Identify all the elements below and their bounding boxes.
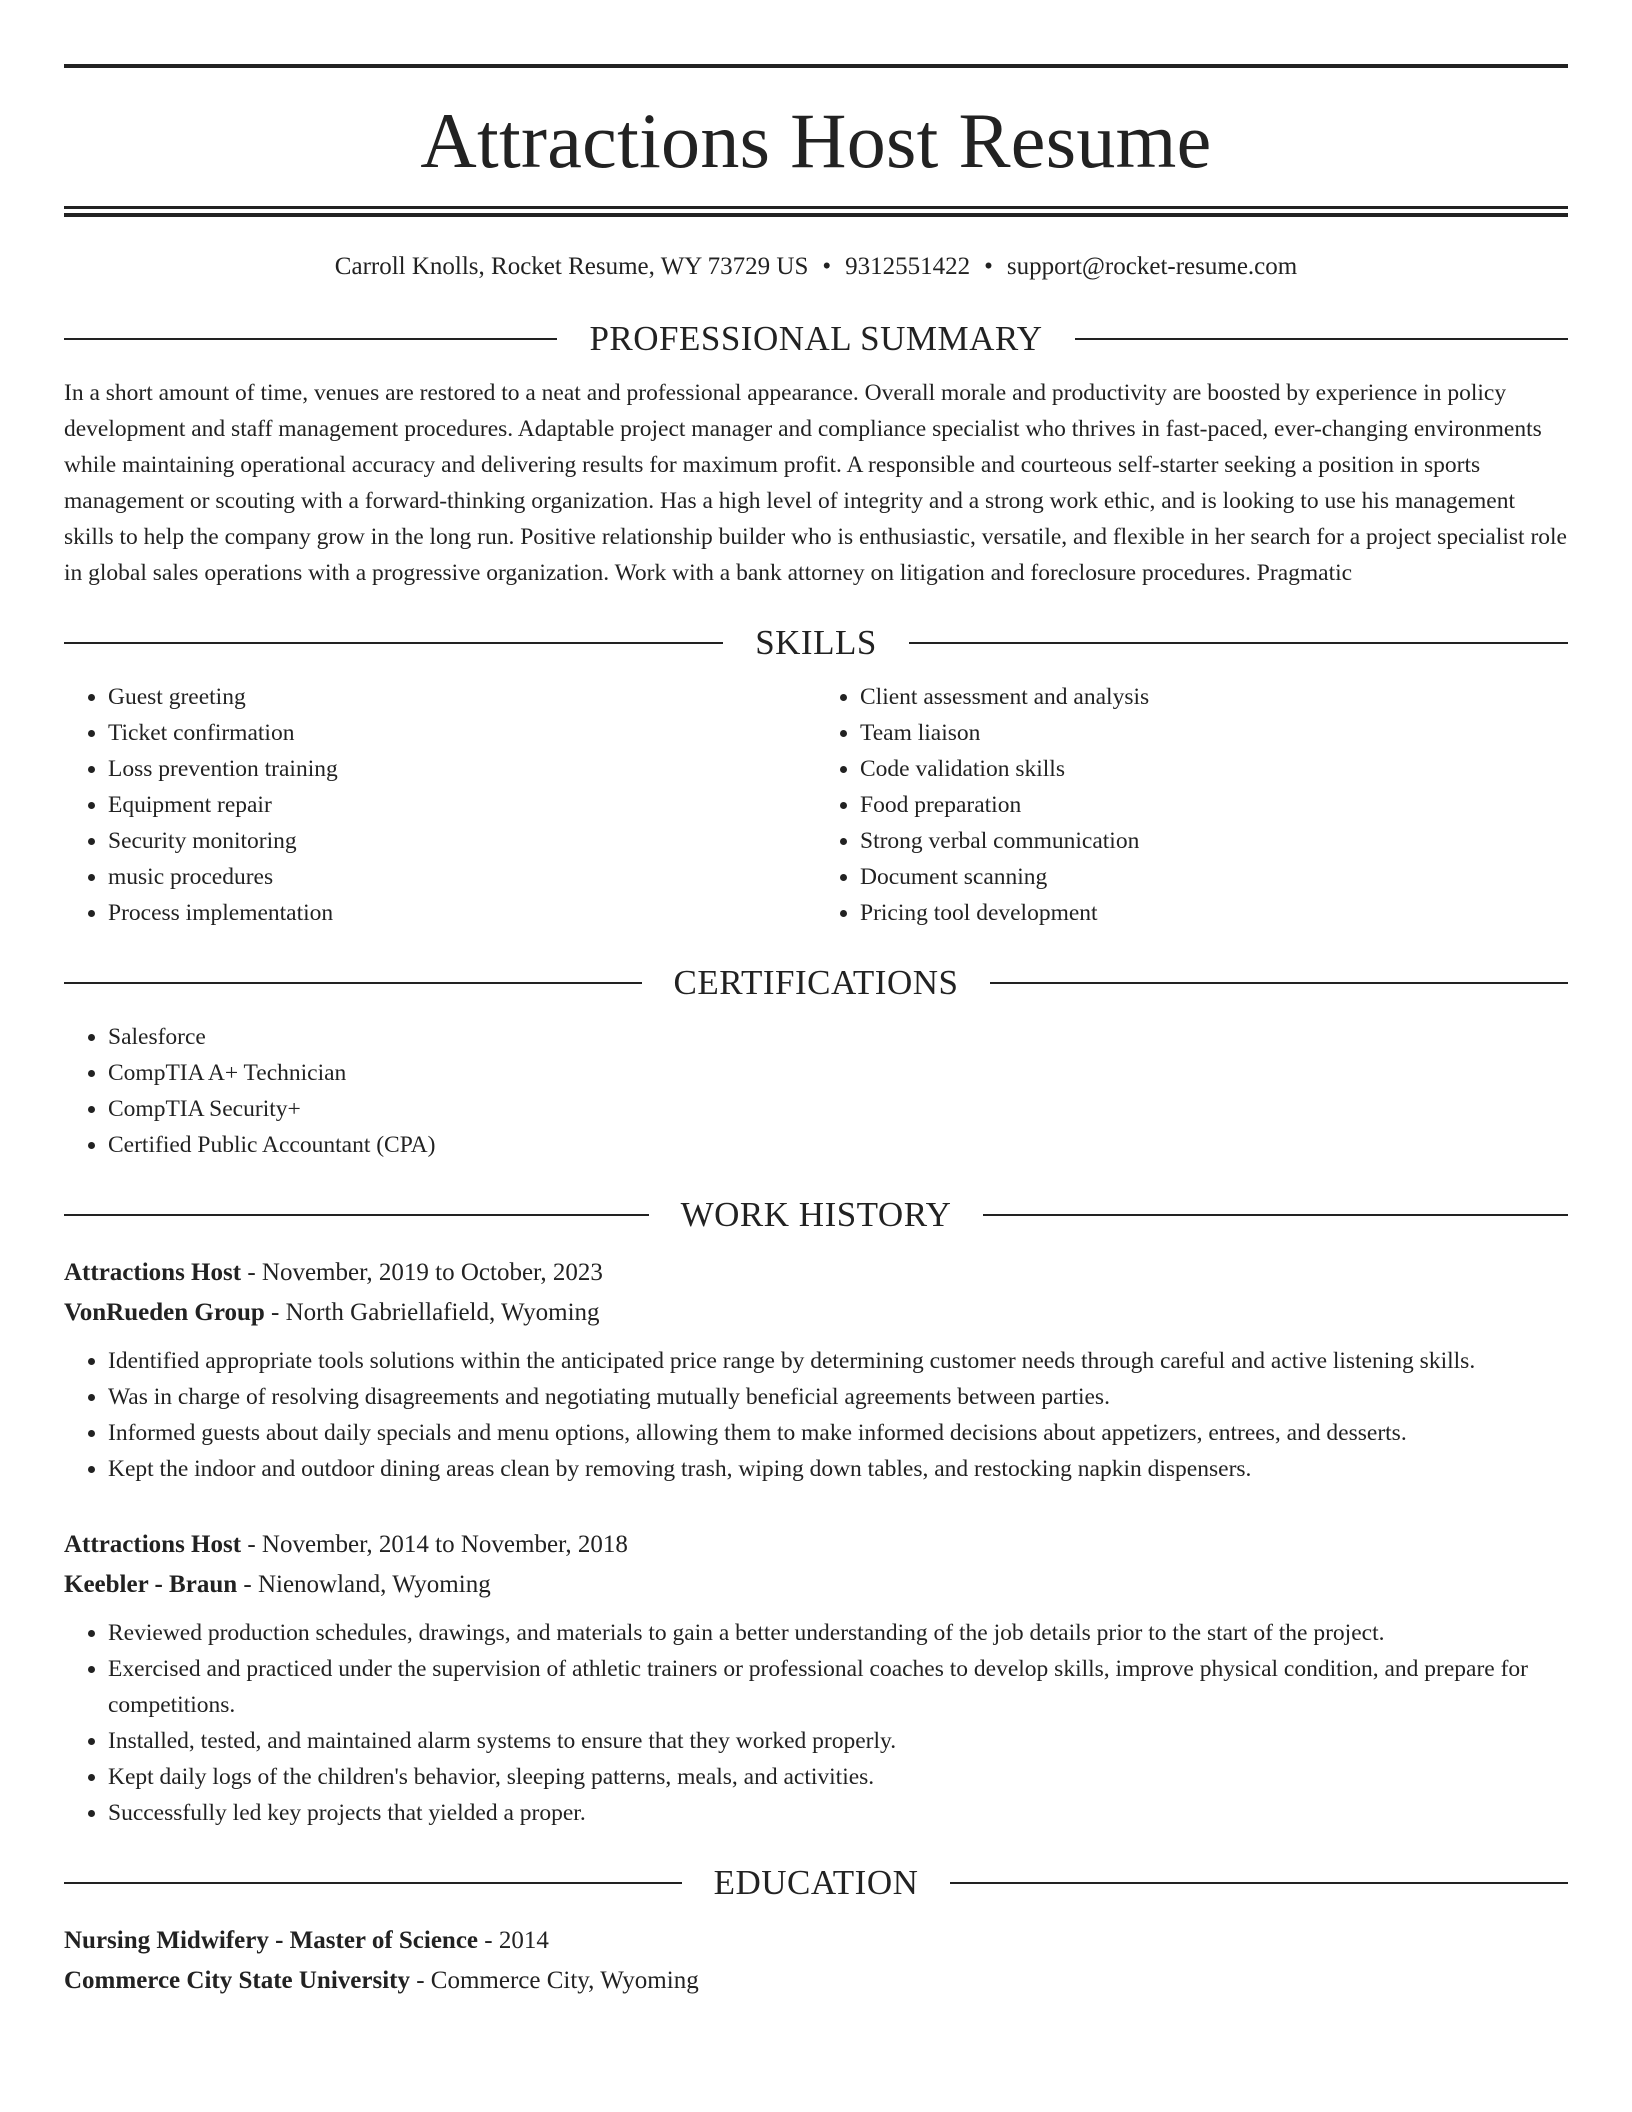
education-school-line xyxy=(64,1961,1568,2001)
education-year: - 2014 xyxy=(478,1927,549,1954)
education-entry xyxy=(64,1921,1568,2001)
job-company: Keebler - Braun xyxy=(64,1571,238,1598)
job-title-line xyxy=(64,1525,1568,1565)
certifications-list xyxy=(64,1019,1568,1163)
job-bullets xyxy=(64,1343,1568,1487)
job-location: - North Gabriellafield, Wyoming xyxy=(264,1299,600,1326)
certification-item: • CompTIA A+ Technician xyxy=(108,1055,1568,1091)
skill-item: • Equipment repair xyxy=(108,787,816,823)
job-bullets xyxy=(64,1615,1568,1831)
certification-item: • Certified Public Accountant (CPA) xyxy=(108,1127,1568,1163)
job-bullet: • Kept the indoor and outdoor dining areas clean by removing trash, wiping down tables, and restocking napkin dispensers. xyxy=(108,1451,1568,1487)
job-company-line xyxy=(64,1565,1568,1605)
section-heading-work-history xyxy=(64,1195,1568,1235)
job-entry xyxy=(64,1253,1568,1487)
education-degree: Nursing Midwifery - Master of Science xyxy=(64,1927,479,1954)
job-entry xyxy=(64,1525,1568,1831)
skill-item: • Client assessment and analysis xyxy=(860,679,1568,715)
resume-page xyxy=(64,64,1568,2001)
skills-columns xyxy=(64,679,1568,931)
page-title: Attractions Host Resume xyxy=(420,97,1212,184)
heading-rule-right xyxy=(990,982,1568,984)
job-title-line xyxy=(64,1253,1568,1293)
skill-item: • Process implementation xyxy=(108,895,816,931)
section-heading-education xyxy=(64,1863,1568,1903)
job-bullet: • Successfully led key projects that yielded a proper. xyxy=(108,1795,1568,1831)
section-heading-certifications xyxy=(64,963,1568,1003)
heading-rule-left xyxy=(64,982,642,984)
heading-rule-right xyxy=(983,1214,1568,1216)
job-company: VonRueden Group xyxy=(64,1299,265,1326)
certification-item: • Salesforce xyxy=(108,1019,1568,1055)
skill-item: • Food preparation xyxy=(860,787,1568,823)
skill-item: • Document scanning xyxy=(860,859,1568,895)
education-school: Commerce City State University xyxy=(64,1967,410,1994)
job-bullet: • Kept daily logs of the children's behavior, sleeping patterns, meals, and activities. xyxy=(108,1759,1568,1795)
skill-item: • Team liaison xyxy=(860,715,1568,751)
top-rule xyxy=(64,64,1568,68)
heading-rule-left xyxy=(64,642,723,644)
skill-item: • Guest greeting xyxy=(108,679,816,715)
education-degree-line xyxy=(64,1921,1568,1961)
skills-column-right xyxy=(816,679,1568,931)
section-title: EDUCATION xyxy=(713,1863,919,1902)
job-title: Attractions Host xyxy=(64,1531,242,1558)
job-bullet: • Reviewed production schedules, drawings, and materials to gain a better understanding of the job details prior to the start of the project. xyxy=(108,1615,1568,1651)
contact-email: support@rocket-resume.com xyxy=(1006,253,1298,280)
heading-rule-right xyxy=(909,642,1568,644)
skills-list-left xyxy=(64,679,816,931)
title-double-rule xyxy=(64,206,1568,217)
skill-item: • Security monitoring xyxy=(108,823,816,859)
job-company-line xyxy=(64,1293,1568,1333)
summary-paragraph: In a short amount of time, venues are restored to a neat and professional appearance. Overall morale and productivity are boosted by experience in policy development and staff management procedures. Adaptable project manager and compliance specialist who thrives in fast-paced, ever-changing environments while maintaining operational accuracy and delivering results for maximum profit. A responsible and courteous self-starter seeking a position in sports management or scouting with a forward-thinking organization. Has a high level of integrity and a strong work ethic, and is looking to use his management skills to help the company grow in the long run. Positive relationship builder who is enthusiastic, versatile, and flexible in her search for a project specialist role in global sales operations with a progressive organization. Work with a bank attorney on litigation and foreclosure procedures. Pragmatic xyxy=(64,380,1567,586)
job-bullet: • Exercised and practiced under the supervision of athletic trainers or professional coaches to develop skills, improve physical condition, and prepare for competitions. xyxy=(108,1651,1568,1723)
skills-column-left xyxy=(64,679,816,931)
section-title: WORK HISTORY xyxy=(680,1195,952,1234)
heading-rule-right xyxy=(1075,338,1568,340)
heading-rule-left xyxy=(64,338,557,340)
job-bullet: • Identified appropriate tools solutions within the anticipated price range by determining customer needs through careful and active listening skills. xyxy=(108,1343,1568,1379)
heading-rule-left xyxy=(64,1214,649,1216)
section-heading-skills xyxy=(64,623,1568,663)
heading-rule-left xyxy=(64,1882,682,1884)
job-dates: - November, 2014 to November, 2018 xyxy=(241,1531,628,1558)
skill-item: • music procedures xyxy=(108,859,816,895)
job-bullet: • Informed guests about daily specials and menu options, allowing them to make informed decisions about appetizers, entrees, and desserts. xyxy=(108,1415,1568,1451)
skill-item: • Loss prevention training xyxy=(108,751,816,787)
contact-separator: • xyxy=(822,253,832,280)
contact-phone: 9312551422 xyxy=(845,253,971,280)
contact-line xyxy=(64,247,1568,287)
skill-item: • Strong verbal communication xyxy=(860,823,1568,859)
job-title: Attractions Host xyxy=(64,1259,242,1286)
job-bullet: • Installed, tested, and maintained alarm systems to ensure that they worked properly. xyxy=(108,1723,1568,1759)
skills-list-right xyxy=(816,679,1568,931)
job-location: - Nienowland, Wyoming xyxy=(237,1571,491,1598)
section-title: SKILLS xyxy=(755,623,877,662)
section-heading-summary xyxy=(64,319,1568,359)
certification-item: • CompTIA Security+ xyxy=(108,1091,1568,1127)
heading-rule-right xyxy=(950,1882,1568,1884)
contact-separator: • xyxy=(984,253,993,280)
job-bullet: • Was in charge of resolving disagreements and negotiating mutually beneficial agreements between parties. xyxy=(108,1379,1568,1415)
education-location: - Commerce City, Wyoming xyxy=(409,1967,699,1994)
skill-item: • Ticket confirmation xyxy=(108,715,816,751)
skill-item: • Pricing tool development xyxy=(860,895,1568,931)
skill-item: • Code validation skills xyxy=(860,751,1568,787)
job-dates: - November, 2019 to October, 2023 xyxy=(241,1259,603,1286)
contact-address: Carroll Knolls, Rocket Resume, WY 73729 US xyxy=(334,253,809,280)
section-title: CERTIFICATIONS xyxy=(673,963,959,1002)
section-title: PROFESSIONAL SUMMARY xyxy=(589,319,1043,358)
